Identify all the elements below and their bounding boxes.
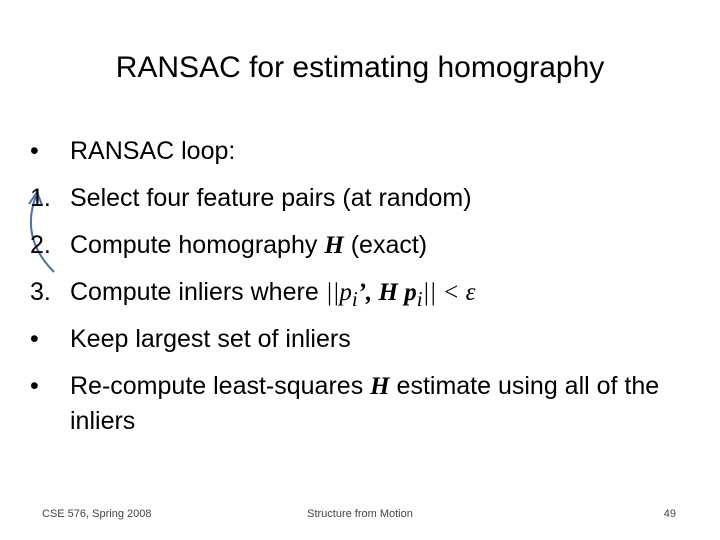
item-text-pre: Compute inliers where	[70, 278, 326, 306]
math-h: H	[324, 232, 344, 259]
number-marker: 3.	[30, 278, 51, 306]
formula-end: || < ε	[422, 279, 476, 306]
item-text: Select four feature pairs (at random)	[70, 184, 472, 212]
formula-start: ||p	[325, 279, 352, 306]
footer-course: CSE 576, Spring 2008	[42, 508, 152, 520]
list-item	[30, 228, 700, 275]
list-item	[30, 275, 700, 322]
list-item	[30, 134, 700, 181]
page-number: 49	[663, 508, 676, 520]
number-marker: 1.	[30, 184, 51, 212]
slide-title: RANSAC for estimating homography	[115, 51, 605, 84]
formula-mid: ’, H p	[357, 279, 417, 306]
item-text-pre: Compute homography	[70, 231, 325, 259]
formula-sub-1: i	[351, 287, 358, 311]
list-item	[30, 322, 700, 369]
item-text-pre: Re-compute least-squares	[70, 372, 371, 400]
item-text-post: estimate using all of the inliers	[70, 372, 660, 435]
list-item	[30, 181, 700, 228]
bullet-list	[30, 134, 700, 438]
formula-sub-2: i	[416, 287, 423, 311]
list-item	[30, 369, 700, 438]
number-marker: 2.	[30, 231, 51, 259]
bullet-marker: •	[30, 325, 39, 353]
bullet-marker: •	[30, 372, 39, 400]
item-text-post: (exact)	[343, 231, 428, 259]
item-text: Keep largest set of inliers	[70, 325, 351, 353]
item-text: RANSAC loop:	[70, 137, 236, 165]
footer-topic: Structure from Motion	[307, 508, 413, 520]
bullet-marker: •	[30, 137, 39, 165]
math-h: H	[370, 373, 390, 400]
